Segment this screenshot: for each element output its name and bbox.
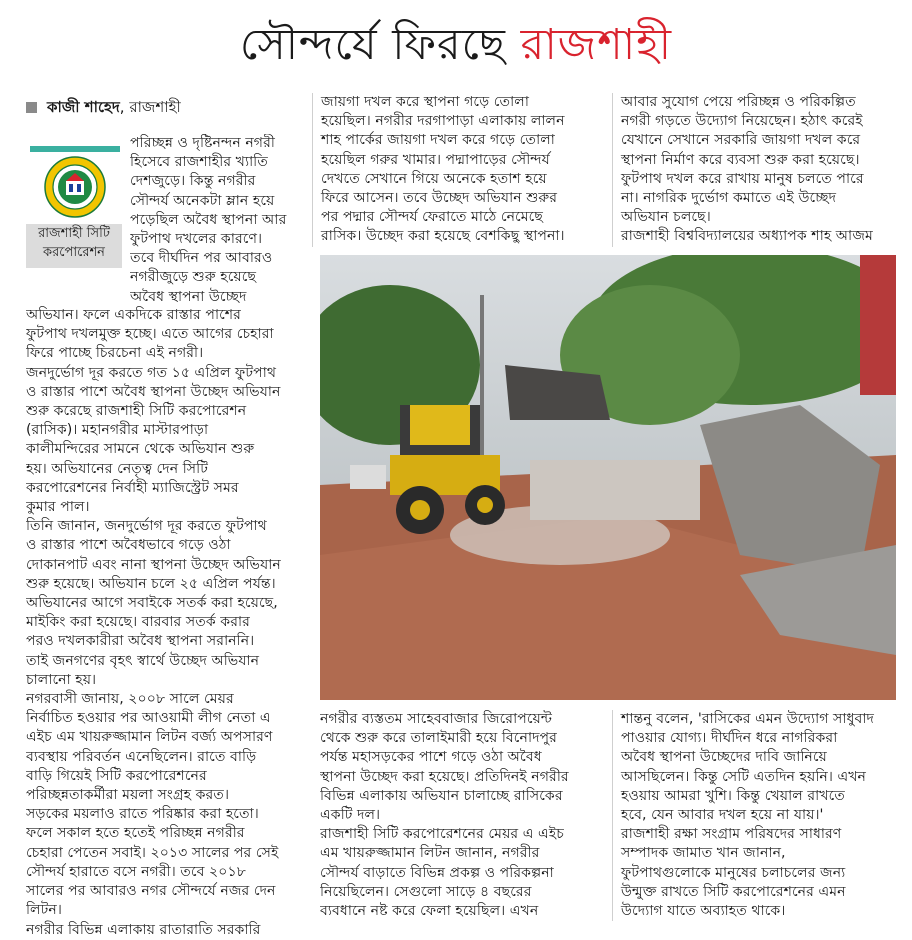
article-line: জায়গা দখল করে স্থাপনা গড়ে তোলা [321, 94, 529, 110]
article-line: (রাসিক)। মহানগরীর মাস্টারপাড়া [26, 422, 209, 439]
article-line: শুরু করেছে রাজশাহী সিটি করপোরেশন [26, 403, 247, 420]
byline-square-icon [26, 102, 37, 113]
article-line: এইচ এম খায়রুজ্জামান লিটন বর্জ্য অপসারণ [26, 729, 273, 746]
article-line: লিটন। [26, 902, 62, 919]
article-line: অবৈধ স্থাপনা উচ্ছেদ [130, 288, 247, 305]
article-line: রাজশাহী বিশ্ববিদ্যালয়ের অধ্যাপক শাহ আজম [621, 228, 873, 245]
city-corporation-seal-icon [44, 156, 106, 218]
demolition-bulldozer-photo [320, 255, 896, 700]
article-line: ফুটপাথগুলোকে মানুষের চলাচলের জন্য [621, 864, 846, 881]
article-line: পড়েছিল অবৈধ স্থাপনা আর [130, 211, 287, 228]
article-line: স্থাপনা নির্মাণ করে ব্যবসা শুরু করা হয়েছে। [621, 151, 860, 168]
article-line: নগরীর ব্যস্ততম সাহেববাজার জিরোপয়েন্ট [320, 711, 553, 727]
article-line: থেকে শুরু করে তালাইমারী হয়ে বিনোদপুর [320, 730, 557, 747]
article-line: মাইকিং করা হয়েছে। বারবার সতর্ক করার [26, 614, 250, 631]
article-line: পরিচ্ছন্ন ও দৃষ্টিনন্দন নগরী [130, 135, 275, 151]
article-line: নগরবাসী জানায়, ২০০৮ সালে মেয়র [26, 691, 234, 708]
article-line: ফুটপাথ দখল করে রাখায় মানুষ চলতে পারে [621, 170, 864, 187]
logo-caption: রাজশাহী সিটি করপোরেশন [26, 224, 122, 268]
article-line: অভিযানের আগে সবাইকে সতর্ক করা হয়েছে, [26, 595, 278, 612]
headline-part-2: রাজশাহী [520, 20, 673, 70]
article-line: আবার সুযোগ পেয়ে পরিচ্ছন্ন ও পরিকল্পিত [621, 94, 856, 110]
article-line: না। নাগরিক দুর্ভোগ কমাতে এই উচ্ছেদ [621, 190, 837, 207]
article-line: শুরু হয়েছে। অভিযান চলে ২৫ এপ্রিল পর্যন্ত। [26, 575, 276, 592]
article-line: তিনি জানান, জনদুর্ভোগ দূর করতে ফুটপাথ [26, 518, 267, 535]
article-line: তবে দীর্ঘদিন পর আবারও [130, 250, 273, 267]
article-line: ব্যবস্থায় পরিবর্তন এনেছিলেন। রাতে বাড়ি [26, 748, 257, 765]
article-line: সৌন্দর্য বাড়াতে বিভিন্ন প্রকল্প ও পরিকল্পনা [320, 864, 554, 881]
article-line: অভিযান চলছে। [621, 209, 711, 226]
article-line: সালের পর আবারও নগর সৌন্দর্যে নজর দেন [26, 883, 276, 900]
article-line: হবে, যেন আবার দখল হয়ে না যায়।' [621, 807, 824, 824]
article-line: শাহ পার্কের জায়গা দখল করে গড়ে তোলা [321, 132, 555, 149]
column-3-bottom [612, 710, 905, 921]
article-line: নগরীজুড়ে শুরু হয়েছে [130, 269, 257, 286]
article-line: স্থাপনা উচ্ছেদ করা হয়েছে। প্রতিদিনই নগরীর [320, 768, 569, 785]
article-line: উদ্যোগ যাতে অব্যাহত থাকে। [621, 903, 786, 920]
article-line: হয়। অভিযানের নেতৃত্ব দেন সিটি [26, 460, 208, 477]
column-2-bottom [320, 710, 604, 921]
article-line: চালানো হয়। [26, 671, 97, 688]
demolition-photo [320, 255, 896, 700]
article-line: এম খায়রুজ্জামান লিটন জানান, নগরীর [320, 845, 540, 862]
article-line: হিসেবে রাজশাহীর খ্যাতি [130, 154, 268, 171]
article-line: ফিরে আসেন। তবে উচ্ছেদ অভিযান শুরুর [321, 190, 558, 207]
article-line: দোকানপাট এবং নানা স্থাপনা উচ্ছেদ অভিযান [26, 556, 281, 573]
article-line: করপোরেশনের নির্বাহী ম্যাজিস্ট্রেট সমর [26, 479, 239, 496]
article-line: চেহারা পেতেন সবাই। ২০১৩ সালের পর সেই [26, 844, 279, 861]
article-line: কুমার পাল। [26, 499, 90, 516]
article-line: একটি দল। [320, 807, 381, 824]
article-line: ফলে সকাল হতে হতেই পরিচ্ছন্ন নগরীর [26, 825, 245, 842]
byline [26, 96, 181, 121]
article-line: রাজশাহী রক্ষা সংগ্রাম পরিষদের সাধারণ [621, 826, 842, 843]
byline-author: কাজী শাহেদ [47, 98, 120, 116]
article-line: সম্পাদক জামাত খান জানান, [621, 845, 786, 862]
article-line: সৌন্দর্য অনেকটা ম্লান হয়ে [130, 192, 275, 209]
article-line: ফুটপাথ দখলের কারণে। [130, 231, 263, 248]
article-line: ও রাস্তার পাশে অবৈধ স্থাপনা উচ্ছেদ অভিযান [26, 383, 281, 400]
article-line: সৌন্দর্য হারাতে বসে নগরী। তবে ২০১৮ [26, 863, 246, 880]
column-1-wrap [130, 134, 308, 307]
article-line: কালীমন্দিরের সামনে থেকে অভিযান শুরু [26, 441, 255, 458]
article-line: নগরী গড়তে উদ্যোগ নিয়েছেন। হঠাৎ করেই [621, 113, 863, 130]
headline [0, 14, 912, 76]
article-line: হওয়ায় আমরা খুশি। কিন্তু খেয়াল রাখতে [621, 787, 845, 804]
article-line: পরিচ্ছন্নতাকর্মীরা ময়লা সংগ্রহ করত। [26, 787, 230, 804]
article-line: তাই জনগণের বৃহৎ স্বার্থে উচ্ছেদ অভিযান [26, 652, 260, 669]
byline-place: , রাজশাহী [119, 98, 181, 116]
article-line: পাওয়ার যোগ্য। দীর্ঘদিন ধরে নাগরিকরা [621, 730, 838, 747]
article-line: রাসিক। উচ্ছেদ করা হয়েছে বেশকিছু স্থাপনা। [321, 228, 565, 245]
article-line: নিয়েছিলেন। সেগুলো সাড়ে ৪ বছরের [320, 883, 532, 900]
article-line: অবৈধ স্থাপনা উচ্ছেদের দাবি জানিয়ে [621, 749, 827, 766]
article-line: পর পদ্মার সৌন্দর্য ফেরাতে মাঠে নেমেছে [321, 209, 543, 226]
article-line: হয়েছিল। নগরীর দরগাপাড়া এলাকায় লালন [321, 113, 565, 130]
column-1-full [26, 306, 308, 940]
article-line: ও রাস্তার পাশে অবৈধভাবে গড়ে ওঠা [26, 537, 231, 554]
article-line: নির্বাচিত হওয়ার পর আওয়ামী লীগ নেতা এ [26, 710, 271, 727]
column-2-top [312, 93, 617, 247]
logo-band [30, 146, 120, 152]
article-line: বিভিন্ন এলাকায় অভিযান চালাচ্ছে রাসিকের [320, 787, 563, 804]
article-line: উন্মুক্ত রাখতে সিটি করপোরেশনের এমন [621, 883, 846, 900]
headline-part-1: সৌন্দর্যে ফিরছে [239, 20, 506, 70]
article-line: যেখানে সেখানে সরকারি জায়গা দখল করে [621, 132, 861, 149]
article-line: পরও দখলকারীরা অবৈধ স্থাপনা সরাননি। [26, 633, 255, 650]
article-line: পর্যন্ত মহাসড়কের পাশে গড়ে ওঠা অবৈধ [320, 749, 542, 766]
article-line: দেশজুড়ে। কিন্তু নগরীর [130, 173, 256, 190]
city-corporation-logo [26, 128, 122, 268]
article-line: সড়কের ময়লাও রাতে পরিষ্কার করা হতো। [26, 806, 259, 823]
article-line: ব্যবধানে নষ্ট করে ফেলা হয়েছিল। এখন [320, 903, 539, 920]
article-line: দেখতে সেখানে গিয়ে অনেকে হতাশ হয়ে [321, 170, 547, 187]
article-line: নগরীর বিভিন্ন এলাকায় রাতারাতি সরকারি [26, 921, 261, 938]
article-line: শান্তনু বলেন, 'রাসিকের এমন উদ্যোগ সাধুবাদ [621, 711, 874, 727]
article-line: রাজশাহী সিটি করপোরেশনের মেয়র এ এইচ [320, 826, 564, 843]
article-line: ফিরে পাচ্ছে চিরচেনা এই নগরী। [26, 345, 204, 362]
article-line: হয়েছিল গরুর খামার। পদ্মাপাড়ের সৌন্দর্য [321, 151, 550, 168]
article-line: জনদুর্ভোগ দূর করতে গত ১৫ এপ্রিল ফুটপাথ [26, 364, 277, 381]
article-line: অভিযান। ফলে একদিকে রাস্তার পাশের [26, 307, 241, 323]
column-3-top [612, 93, 905, 247]
article-line: বাড়ি গিয়েই সিটি করপোরেশনের [26, 767, 207, 784]
article-line: ফুটপাথ দখলমুক্ত হচ্ছে। এতে আগের চেহারা [26, 326, 274, 343]
article-line: আসছিলেন। কিন্তু সেটি এতদিন হয়নি। এখন [621, 768, 867, 785]
